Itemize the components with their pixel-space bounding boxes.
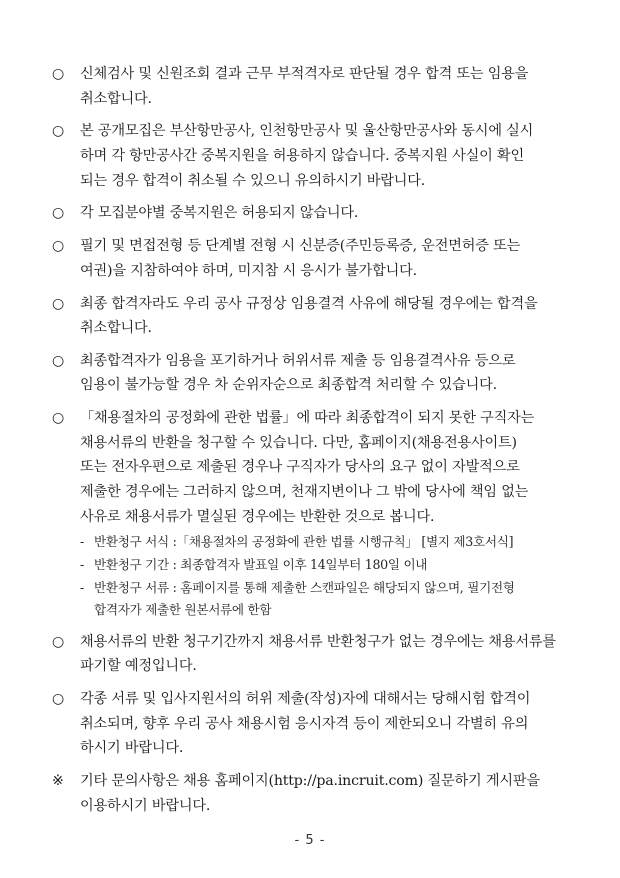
sub-list-item: [80, 554, 580, 577]
sub-list-item: [80, 577, 580, 622]
dash-bullet: -: [80, 557, 84, 572]
dash-bullet: -: [80, 534, 84, 550]
item-text: 각종 서류 및 입사지원서의 허위 제출(작성)자에 대해서는 당해시험 합격이 취소되며, 향후 우리 공사 채용시험 응시자격 등이 제한되오니 각별히 유의 하시기 바랍니다.: [80, 691, 531, 757]
list-item: [52, 234, 580, 283]
return-request-details: [52, 531, 580, 621]
list-item: [52, 62, 580, 111]
circle-bullet: ○: [52, 238, 65, 255]
sub-item-text: 반환청구 서식 :「채용절차의 공정화에 관한 법률 시행규칙」 [별지 제3호서식]: [94, 534, 514, 550]
list-item: [52, 687, 580, 761]
page-number: - 5 -: [294, 833, 326, 848]
item-text: 신체검사 및 신원조회 결과 근무 부적격자로 판단될 경우 합격 또는 임용을 취소합니다.: [80, 66, 529, 107]
item-text: 필기 및 면접전형 등 단계별 전형 시 신분증(주민등록증, 운전면허증 또는 여권)을 지참하여야 하며, 미지참 시 응시가 불가합니다.: [80, 238, 521, 279]
item-text: 각 모집분야별 중복지원은 허용되지 않습니다.: [80, 205, 359, 222]
circle-bullet: ○: [52, 295, 65, 312]
list-item: [52, 119, 580, 193]
item-text: 채용서류의 반환 청구기간까지 채용서류 반환청구가 없는 경우에는 채용서류를 파기할 예정입니다.: [80, 633, 556, 675]
list-item: [52, 292, 580, 341]
circle-bullet: ○: [52, 205, 65, 222]
item-text: 본 공개모집은 부산항만공사, 인천항만공사 및 울산항만공사와 동시에 실시 하며 각 항만공사간 중복지원을 허용하지 않습니다. 중복지원 사실이 확인 되는 경우 합격이 취소될 수 있으니 유의하시기 바랍니다.: [80, 123, 534, 189]
sub-item-text: 반환청구 기간 : 최종합격자 발표일 이후 14일부터 180일 이내: [94, 557, 428, 572]
list-item: [52, 201, 580, 226]
list-item: [52, 630, 580, 679]
notice-content: [52, 62, 580, 827]
sub-list-item: [80, 531, 580, 554]
reference-mark-bullet: ※: [52, 773, 64, 790]
item-text: 최종 합격자라도 우리 공사 규정상 임용결격 사유에 해당될 경우에는 합격을 취소합니다.: [80, 295, 538, 337]
sub-item-text: 반환청구 서류 : 홈페이지를 통해 제출한 스캔파일은 해당되지 않으며, 필기전형 합격자가 제출한 원본서류에 한함: [94, 579, 515, 618]
item-text: 최종합격자가 임용을 포기하거나 허위서류 제출 등 임용결격사유 등으로 임용이 불가능할 경우 차 순위자순으로 최종합격 처리할 수 있습니다.: [80, 352, 516, 394]
circle-bullet: ○: [52, 633, 65, 650]
dash-bullet: -: [80, 579, 84, 595]
circle-bullet: ○: [52, 691, 65, 708]
list-item: [52, 349, 580, 398]
circle-bullet: ○: [52, 123, 65, 140]
circle-bullet: ○: [52, 66, 65, 82]
list-item: [52, 406, 580, 529]
item-text: 「채용절차의 공정화에 관한 법률」에 따라 최종합격이 되지 못한 구직자는 채용서류의 반환을 청구할 수 있습니다. 다만, 홈페이지(채용전용사이트) 또는 전자우편으로 제출된 경우나 구직자가 당사의 요구 없이 자발적으로 제출한 경우에는 그러하지 않으며, 천재지변이나 그 밖에 당사에 책임 없는 사유로 채용서류가 멸실된 경우에는 반환한 것으로 봅니다.: [80, 410, 535, 525]
circle-bullet: ○: [52, 410, 65, 427]
list-item: [52, 769, 580, 818]
circle-bullet: ○: [52, 352, 65, 369]
item-text: 기타 문의사항은 채용 홈페이지(http://pa.incruit.com) 질문하기 게시판을 이용하시기 바랍니다.: [80, 773, 540, 814]
